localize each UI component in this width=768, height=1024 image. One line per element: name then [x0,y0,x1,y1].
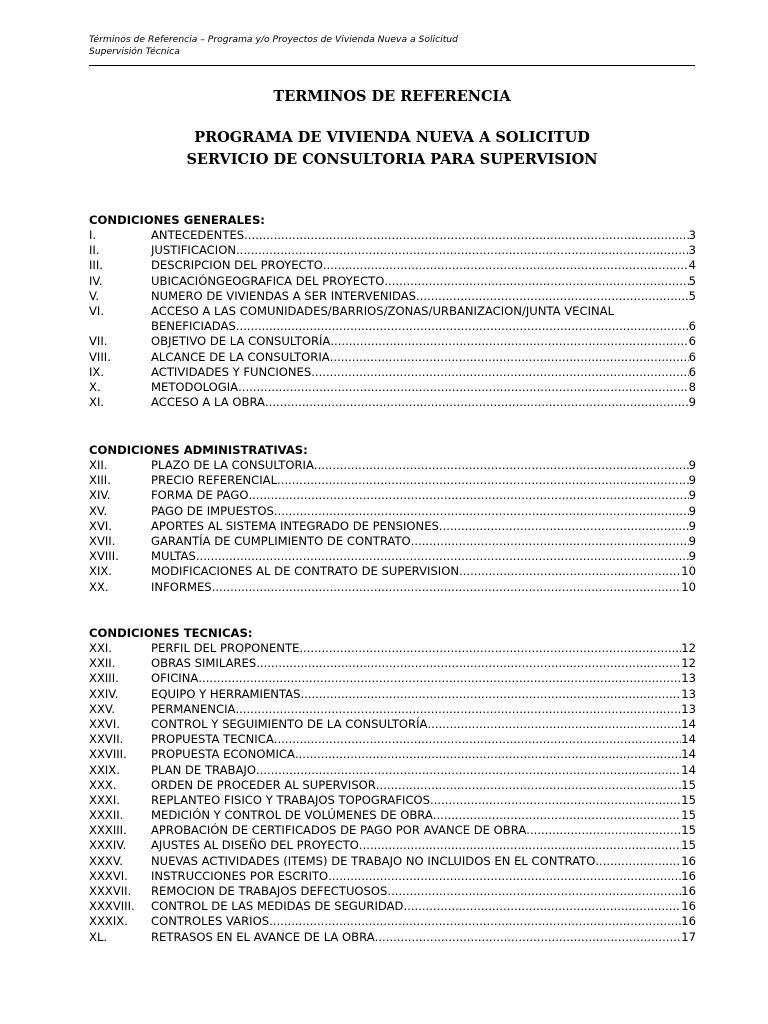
toc-entry-number: XXXI. [89,792,120,807]
toc-entry-page: 3 [688,243,696,258]
toc-entry-number: VIII. [89,349,111,364]
service-title: SERVICIO DE CONSULTORIA PARA SUPERVISION [186,151,598,168]
dot-leader [387,884,681,899]
toc-entry [89,854,696,869]
toc-entry [89,763,696,778]
toc-entry-number: XXXV. [89,853,123,868]
toc-entry-page: 5 [688,288,696,303]
toc-entry-label: JUSTIFICACION [151,243,236,258]
dot-leader [323,258,689,273]
toc-entry-label: PLAZO DE LA CONSULTORIA [151,458,314,472]
toc-entry-page: 6 [688,334,696,349]
toc-entry [89,289,696,304]
dot-leader [196,549,689,564]
section-heading: CONDICIONES ADMINISTRATIVAS: [89,443,308,457]
toc-entry-number: XXIX. [89,762,120,777]
toc-entry-number: XXVII. [89,732,124,747]
toc-list [89,458,696,595]
toc-entry-label: ACCESO A LAS COMUNIDADES/BARRIOS/ZONAS/URBANIZACION/JUNTA VECINAL [151,303,615,318]
toc-entry-page: 15 [681,838,696,853]
toc-entry-label: AJUSTES AL DISEÑO DEL PROYECTO [151,838,359,853]
toc-entry-page: 6 [688,364,696,379]
toc-entry-page: 9 [688,395,696,410]
toc-entry-label: PAGO DE IMPUESTOS [151,503,274,518]
toc-entry-number: XXII. [89,656,116,671]
dot-leader [269,914,681,929]
toc-entry-number: XX. [89,579,109,594]
dot-leader [299,641,681,656]
toc-entry [89,258,696,273]
toc-entry [89,504,696,519]
toc-entry-label: PROPUESTA TECNICA [151,732,274,747]
toc-entry [89,899,696,914]
toc-entry [89,838,696,853]
toc-list [89,228,696,410]
toc-entry [89,641,696,656]
toc-entry-label: PERFIL DEL PROPONENTE [151,641,300,655]
dot-leader [330,334,688,349]
toc-entry-page: 6 [688,319,696,334]
toc-entry-number: II. [89,243,100,258]
dot-leader [427,717,681,732]
toc-entry-label: OBJETIVO DE LA CONSULTORÍA [151,334,331,349]
dot-leader [328,869,681,884]
toc-entry-page: 5 [688,273,696,288]
toc-entry-page: 14 [681,732,696,747]
toc-entry-number: IX. [89,364,105,379]
toc-entry-label: UBICACIÓNGEOGRAFICA DEL PROYECTO [151,273,385,288]
toc-entry-page: 9 [688,488,696,503]
toc-entry-page: 9 [688,473,696,488]
toc-entry [89,473,696,488]
toc-entry-number: VII. [89,334,108,349]
toc-entry-label: MODIFICACIONES AL DE CONTRATO DE SUPERVISION [151,564,460,579]
toc-entry [89,656,696,671]
toc-entry-label: ACCESO A LA OBRA [151,395,265,410]
toc-entry-page: 10 [681,579,696,594]
toc-entry-page: 14 [681,762,696,777]
toc-entry-label: MEDICIÓN Y CONTROL DE VOLÚMENES DE OBRA [151,808,433,823]
dot-leader [274,504,689,519]
toc-entry-page: 14 [681,747,696,762]
toc-entry-page: 17 [681,929,696,944]
toc-entry [89,823,696,838]
toc-entry [89,778,696,793]
document-title: TERMINOS DE REFERENCIA [273,88,511,105]
toc-entry [89,564,696,579]
toc-entry-number: XIV. [89,488,111,503]
toc-section-generales [89,213,696,410]
toc-entry-number: XL. [89,929,108,944]
toc-entry-number: III. [89,258,103,273]
toc-entry [89,350,696,365]
toc-entry-page: 13 [681,701,696,716]
toc-entry-page: 14 [681,716,696,731]
toc-entry-number: VI. [89,303,105,318]
toc-entry-label: METODOLOGIA [151,379,239,394]
toc-entry-number: XVI. [89,518,112,533]
toc-entry-page: 8 [688,379,696,394]
toc-entry-page: 9 [688,518,696,533]
toc-entry-label: PRECIO REFERENCIAL [151,473,278,488]
toc-entry-number: XXI. [89,641,112,655]
dot-leader [235,702,681,717]
toc-entry [89,869,696,884]
toc-entry [89,793,696,808]
dot-leader [277,473,689,488]
toc-entry-number: XXIII. [89,671,119,686]
dot-leader [236,243,689,258]
toc-entry [89,243,696,258]
toc-entry-number: X. [89,379,101,394]
toc-entry-page: 15 [681,792,696,807]
toc-entry-page: 16 [681,853,696,868]
toc-entry-page: 3 [688,228,696,242]
toc-entry-page: 13 [681,686,696,701]
dot-leader [300,687,681,702]
toc-section-administrativas [89,443,696,595]
dot-leader [256,763,681,778]
dot-leader [433,808,681,823]
toc-entry-continuation [89,319,696,334]
toc-entry-number: XV. [89,503,108,518]
toc-entry-label: MULTAS [151,549,196,564]
toc-entry-number: XXXII. [89,808,124,823]
toc-entry-number: XII. [89,458,108,472]
dot-leader [238,380,689,395]
toc-entry-label: ORDEN DE PROCEDER AL SUPERVISOR [151,777,376,792]
dot-leader [403,899,681,914]
toc-entry-number: XXXIII. [89,823,127,838]
program-title: PROGRAMA DE VIVIENDA NUEVA A SOLICITUD [194,129,590,146]
toc-entry-label: PROPUESTA ECONOMICA [151,747,295,762]
toc-entry-page: 15 [681,808,696,823]
toc-entry-label: RETRASOS EN EL AVANCE DE LA OBRA [151,929,375,944]
toc-entry [89,671,696,686]
toc-entry-page: 16 [681,868,696,883]
toc-entry-label: GARANTÍA DE CUMPLIMIENTO DE CONTRATO [151,533,411,548]
toc-entry-label: INFORMES [151,579,212,594]
toc-entry-number: XVII. [89,533,116,548]
dot-leader [376,778,681,793]
dot-leader [244,228,688,243]
toc-entry-page: 10 [681,564,696,579]
toc-section-tecnicas [89,626,696,945]
toc-entry-label: REPLANTEO FISICO Y TRABAJOS TOPOGRAFICOS [151,792,431,807]
header-subtitle: Supervisión Técnica [89,45,180,57]
toc-entry [89,458,696,473]
toc-entry [89,488,696,503]
toc-entry-page: 15 [681,823,696,838]
toc-entry-label: FORMA DE PAGO [151,488,249,503]
toc-entry [89,702,696,717]
toc-entry [89,808,696,823]
toc-entry-number: XXXVI. [89,868,128,883]
toc-entry-label: OBRAS SIMILARES [151,656,257,671]
toc-entry-label: ALCANCE DE LA CONSULTORIA [151,349,330,364]
dot-leader [314,458,689,473]
toc-entry-page: 16 [681,899,696,914]
toc-entry-label: OFICINA [151,671,199,686]
toc-entry [89,884,696,899]
toc-entry-page: 12 [681,641,696,655]
dot-leader [411,534,689,549]
toc-entry-number: XXX. [89,777,117,792]
toc-entry-page: 9 [688,533,696,548]
toc-entry-page: 16 [681,914,696,929]
toc-entry-number: IV. [89,273,103,288]
toc-entry [89,732,696,747]
toc-entry-page: 9 [688,503,696,518]
toc-entry [89,549,696,564]
toc-entry [89,334,696,349]
dot-leader [311,365,688,380]
toc-entry-page: 4 [688,258,696,273]
dot-leader [430,793,681,808]
toc-entry [89,534,696,549]
section-heading: CONDICIONES TECNICAS: [89,626,253,640]
toc-entry [89,274,696,289]
dot-leader [274,732,681,747]
header-document-title: Términos de Referencia – Programa y/o Proyectos de Vivienda Nueva a Solicitud [89,34,458,45]
toc-entry-number: XIX. [89,564,112,579]
toc-entry-page: 12 [681,656,696,671]
toc-entry-label: CONTROL DE LAS MEDIDAS DE SEGURIDAD [151,899,404,914]
toc-entry-page: 6 [688,349,696,364]
toc-entry-number: V. [89,288,100,303]
dot-leader [198,671,681,686]
toc-entry-page: 15 [681,777,696,792]
toc-entry-label: CONTROLES VARIOS [151,914,270,929]
section-heading: CONDICIONES GENERALES: [89,213,265,227]
toc-entry-label: ACTIVIDADES Y FUNCIONES [151,364,312,379]
toc-entry-number: XXXVIII. [89,899,135,914]
toc-entry-number: XXXVII. [89,884,132,898]
toc-entry-label: APROBACIÓN DE CERTIFICADOS DE PAGO POR AVANCE DE OBRA [151,823,527,838]
toc-entry-number: XXVIII. [89,747,127,762]
toc-entry-label-continued: BENEFICIADAS [151,319,236,334]
toc-entry-number: I. [89,228,97,242]
toc-entry [89,365,696,380]
toc-entry-number: XXV. [89,701,116,716]
toc-entry [89,519,696,534]
toc-entry-label: REMOCION DE TRABAJOS DEFECTUOSOS [151,884,388,898]
dot-leader [265,395,689,410]
toc-entry [89,747,696,762]
toc-entry [89,930,696,945]
toc-entry-label: DESCRIPCION DEL PROYECTO [151,258,323,273]
toc-entry-label: APORTES AL SISTEMA INTEGRADO DE PENSIONES [151,518,439,533]
toc-entry-number: XXIV. [89,686,119,701]
toc-entry-number: XVIII. [89,549,119,564]
toc-entry [89,395,696,410]
toc-entry [89,717,696,732]
toc-entry-page: 13 [681,671,696,686]
toc-entry-label: NUMERO DE VIVIENDAS A SER INTERVENIDAS [151,288,417,303]
toc-entry-label: ANTECEDENTES [151,228,245,242]
dot-leader [384,274,688,289]
toc-entry [89,304,696,319]
dot-leader [249,488,689,503]
toc-entry [89,580,696,595]
toc-entry-number: XXVI. [89,716,120,731]
toc-entry-number: XI. [89,395,105,410]
dot-leader [256,656,681,671]
toc-entry-number: XXXIX. [89,914,128,929]
dot-leader [295,747,681,762]
toc-entry-label: EQUIPO Y HERRAMIENTAS [151,686,301,701]
dot-leader [439,519,689,534]
toc-entry-label: PLAN DE TRABAJO [151,762,256,777]
dot-leader [212,580,682,595]
page-header [89,34,695,66]
toc-entry-number: XIII. [89,473,111,488]
toc-entry-label: NUEVAS ACTIVIDADES (ITEMS) DE TRABAJO NO INCLUIDOS EN EL CONTRATO [151,853,596,868]
toc-entry-label: INSTRUCCIONES POR ESCRITO [151,868,329,883]
toc-entry-label: PERMANENCIA [151,701,236,716]
toc-entry-page: 9 [688,458,696,472]
dot-leader [330,350,689,365]
dot-leader [416,289,689,304]
toc-entry-label: CONTROL Y SEGUIMIENTO DE LA CONSULTORÍA [151,716,428,731]
toc-entry [89,687,696,702]
dot-leader [526,823,681,838]
toc-entry-page: 16 [681,884,696,898]
dot-leader [236,319,689,334]
dot-leader [359,838,681,853]
toc-entry [89,228,696,243]
dot-leader [375,930,682,945]
dot-leader [595,854,681,869]
toc-entry [89,914,696,929]
toc-entry [89,380,696,395]
toc-list [89,641,696,945]
toc-entry-page: 9 [688,549,696,564]
toc-entry-number: XXXIV. [89,838,127,853]
dot-leader [459,564,681,579]
